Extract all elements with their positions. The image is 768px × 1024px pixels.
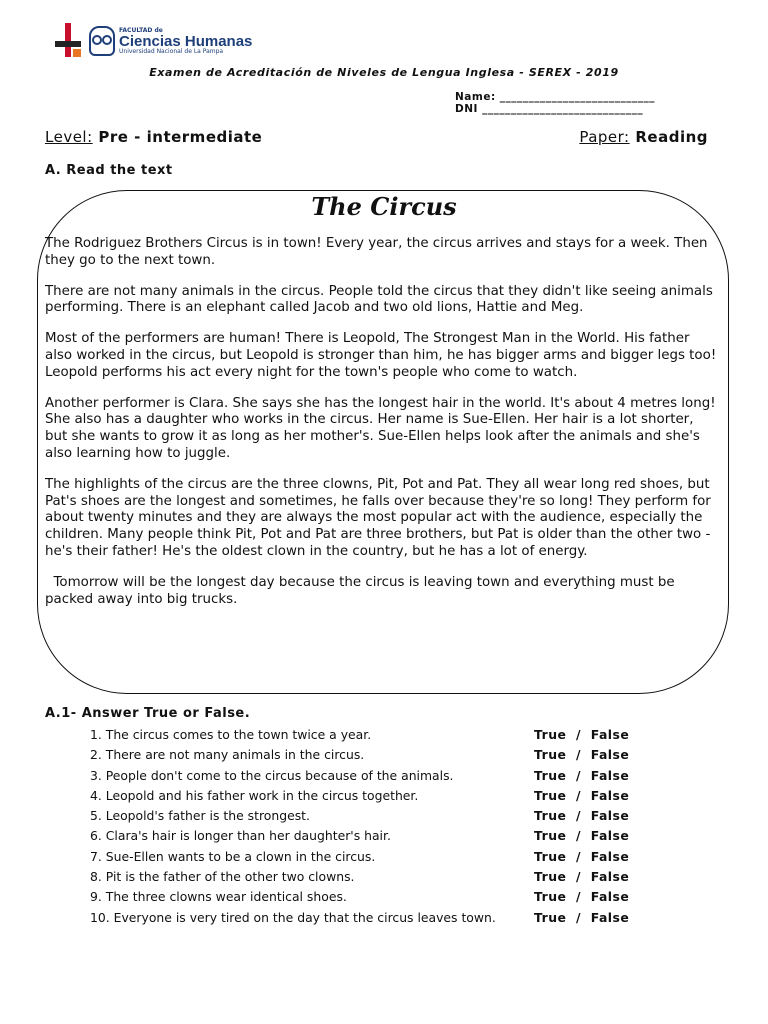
question-text: 8. Pit is the father of the other two clowns. (90, 869, 355, 885)
question-item (90, 747, 650, 767)
question-text: 9. The three clowns wear identical shoes. (90, 889, 347, 905)
paper-label: Paper: (579, 128, 630, 146)
paragraph: The highlights of the circus are the three clowns, Pit, Pot and Pat. They all wear long red shoes, but Pat's shoes are the longest and sometimes, he falls over because they're so long! They perform for about twenty minutes and they are always the most popular act with the audience, especially the children. Many people think Pit, Pot and Pat are three brothers, but Pat is older than the other two - he's their father! He's the oldest clown in the country, but he has a lot of energy. (45, 476, 711, 559)
question-item (90, 828, 650, 848)
unlp-logo-icon (55, 23, 83, 59)
true-false-options[interactable]: True / False (534, 889, 630, 905)
question-text: 1. The circus comes to the town twice a year. (90, 727, 372, 742)
question-text: 6. Clara's hair is longer than her daughter's hair. (90, 828, 391, 844)
name-label: Name (455, 91, 491, 103)
true-false-options[interactable]: True / False (534, 787, 630, 803)
student-fields (455, 91, 655, 115)
question-item (90, 869, 650, 889)
question-text: 4. Leopold and his father work in the circus together. (90, 787, 419, 803)
question-text: 7. Sue-Ellen wants to be a clown in the circus. (90, 848, 376, 864)
question-text: 5. Leopold's father is the strongest. (90, 808, 310, 824)
dni-label: DNI (455, 103, 478, 115)
logo-faculty-name: Ciencias Humanas (119, 32, 253, 50)
paragraph: The Rodriguez Brothers Circus is in town! Every year, the circus arrives and stays for a week. Then they go to the next town. (45, 236, 708, 268)
question-text: 2. There are not many animals in the circus. (90, 747, 365, 763)
question-item (90, 889, 650, 909)
name-line: : ___________________________ (490, 91, 656, 103)
logo-faculty-prefix: FACULTAD de (119, 26, 163, 34)
true-false-options[interactable]: True / False (534, 828, 630, 844)
question-item (90, 788, 650, 808)
true-false-options[interactable]: True / False (534, 747, 630, 763)
faculty-logo (55, 22, 252, 60)
true-false-list (90, 727, 650, 930)
question-item (90, 910, 650, 930)
dni-field[interactable] (455, 103, 655, 115)
level-label: Level: (45, 128, 93, 146)
true-false-options[interactable]: True / False (534, 767, 630, 783)
question-text: 3. People don't come to the circus because of the animals. (90, 767, 454, 783)
paper-line (579, 128, 708, 146)
story-title: The Circus (311, 192, 457, 221)
logo-university: Universidad Nacional de La Pampa (119, 47, 224, 55)
section-a-heading: A. Read the text (45, 163, 173, 178)
question-item (90, 849, 650, 869)
name-field[interactable] (455, 91, 655, 103)
paragraph: Most of the performers are human! There is Leopold, The Strongest Man in the World. His father also worked in the circus, but Leopold is stronger than him, he has bigger arms and bigger legs too! Leopold performs his act every night for the town's people who come to watch. (45, 331, 717, 380)
level-line (45, 128, 262, 146)
paragraph: There are not many animals in the circus. People told the circus that they didn't like seeing animals performing. There is an elephant called Jacob and two old lions, Hattie and Meg. (45, 283, 713, 316)
true-false-options[interactable]: True / False (534, 909, 630, 925)
question-item (90, 768, 650, 788)
exam-title: Examen de Acreditación de Niveles de Lengua Inglesa - SEREX - 2019 (149, 66, 619, 79)
true-false-options[interactable]: True / False (534, 869, 630, 885)
question-text: 10. Everyone is very tired on the day that the circus leaves town. (90, 909, 496, 925)
owl-icon (89, 26, 115, 56)
paper-value: Reading (635, 128, 708, 146)
paragraph: Another performer is Clara. She says she has the longest hair in the world. It's about 4 metres long! She also has a daughter who works in the circus. Her name is Sue-Ellen. Her hair is a lot shorter, but she wants to grow it as long as her mother's. Sue-Ellen helps look after the animals and she's also learning how to juggle. (45, 395, 716, 461)
true-false-options[interactable]: True / False (534, 808, 630, 824)
dni-line: ____________________________ (477, 103, 644, 115)
question-item (90, 727, 650, 747)
reading-text (45, 236, 717, 622)
section-a1-heading: A.1- Answer True or False. (45, 706, 251, 721)
true-false-options[interactable]: True / False (534, 848, 630, 864)
true-false-options[interactable]: True / False (534, 727, 630, 742)
question-item (90, 808, 650, 828)
level-value: Pre - intermediate (98, 128, 263, 146)
paragraph: Tomorrow will be the longest day because the circus is leaving town and everything must be packed away into big trucks. (45, 574, 679, 607)
